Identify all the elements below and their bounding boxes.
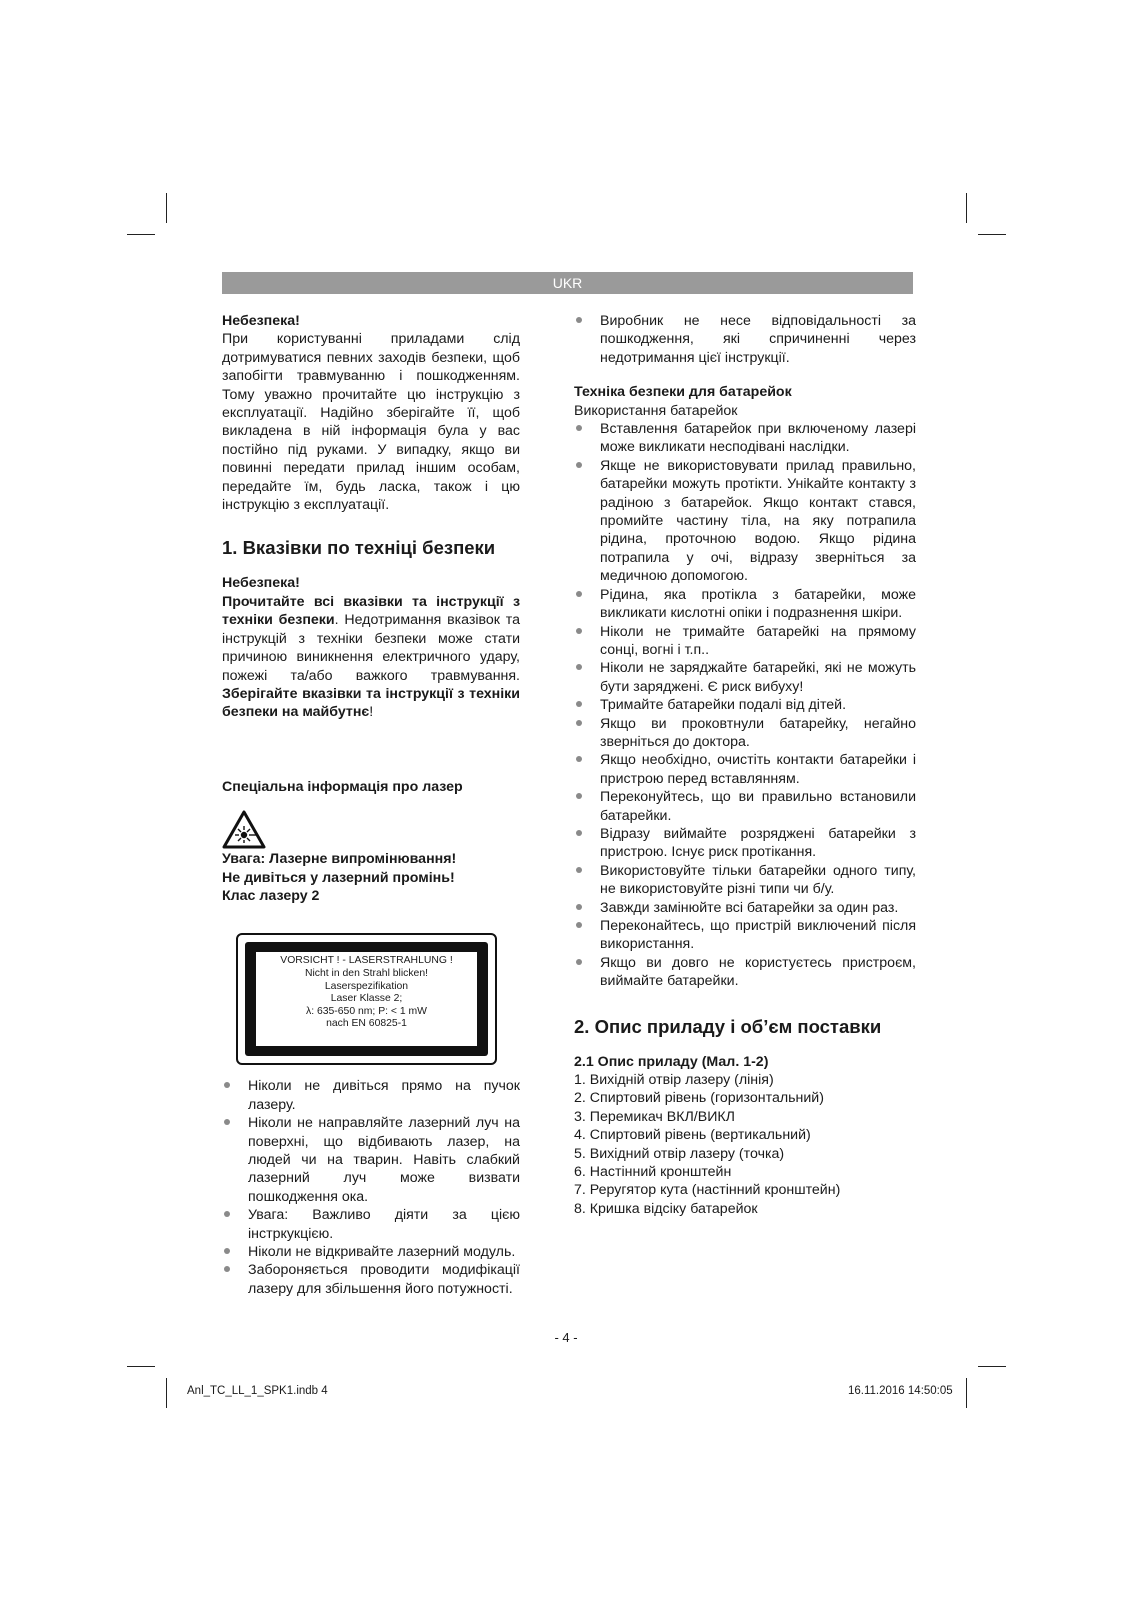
list-item: Увага: Важливо діяти за цією інстркукцією.: [222, 1206, 520, 1243]
battery-bullet-list: [574, 420, 916, 991]
right-column: [574, 312, 916, 1218]
list-item: Переконуйтесь, що ви правильно встановили батарейки.: [574, 788, 916, 825]
manufacturer-bullet: [574, 312, 916, 367]
crop-mark: [166, 1378, 167, 1408]
label-line: Laserspezifikation: [324, 980, 409, 992]
list-item: Ніколи не направляйте лазерний луч на поверхні, що відбивають лазер, на людей чи на тварин. Навіть слабкий лазерний луч може визвати пошкодження ока.: [222, 1114, 520, 1206]
laser-bullet-list: [222, 1077, 520, 1298]
warning-text: . Недотримання вказівок та інструкцій з техніки безпеки може стати причиною виникнення електричного удару, пожежі та/або важкого травмування.: [222, 612, 521, 684]
section-1-title: 1. Вказівки по техніці безпеки: [222, 537, 496, 559]
list-item: Якщо необхідно, очистіть контакти батарейки і пристрою перед вставлянням.: [574, 751, 916, 788]
crop-mark: [966, 193, 967, 223]
list-item: Ніколи не заряджайте батарейкі, які не можуть бути заряджені. Є риск вибуху!: [574, 659, 916, 696]
list-item: 2. Спиртовий рівень (горизонтальний): [574, 1090, 824, 1107]
warning-bold-2: Зберігайте вказівки та інструкції з техніки безпеки на майбутнє: [222, 685, 520, 721]
list-item: Переконайтесь, що пристрій виключений після використання.: [574, 917, 916, 954]
page-number: - 4 -: [554, 1330, 578, 1345]
list-item: Якще не використовувати прилад правильно, батарейки можуть протікти. Унikaйте контакту з радіною з батарейок. Якщо контакт стався, промийте частину тіла, на яку потрапила рідина, проточною водою. Якщо рідина потрапила у очі, відразу зверніться за медичною допомогою.: [574, 457, 916, 586]
list-item: 6. Настінний кронштейн: [574, 1164, 732, 1181]
laser-class: Клас лазеру 2: [222, 887, 320, 904]
label-line: λ: 635-650 nm; P: < 1 mW: [306, 1005, 427, 1017]
laser-label-text: [256, 952, 477, 1046]
crop-mark: [127, 234, 155, 235]
list-item: Ніколи не відкривайте лазерний модуль.: [222, 1243, 520, 1261]
warning-bold-1: Прочитайте всі вказівки та інструкції з техніки безпеки: [222, 593, 520, 629]
intro-paragraph: При користуванні приладами слід дотримуватися певних заходів безпеки, щоб запобігти травмуванню і пошкодженням. Тому уважно прочитайте цю інструкцію з експлуатації. Надійно зберігайте її, щоб викладена в ній інформація була у вас постійно під руками. У випадку, якщо ви повинні передати прилад іншим особам, передайте їм, будь ласка, також і цю інструкцію з експлуатації.: [222, 331, 520, 514]
laser-warning-icon: [222, 810, 266, 850]
label-line: nach EN 60825-1: [326, 1018, 407, 1030]
list-item: Використовуйте тільки батарейки одного типу, не використовуйте різні типи чи б/у.: [574, 862, 916, 899]
list-item: 1. Вихідній отвір лазеру (лінія): [574, 1072, 774, 1089]
crop-mark: [978, 234, 1006, 235]
list-item: 5. Вихідний отвір лазеру (точка): [574, 1145, 785, 1162]
laser-info-title: Спеціальна інформація про лазер: [222, 778, 463, 795]
list-item: Якщо ви довго не користуєтесь пристроєм, виймайте батарейки.: [574, 954, 916, 991]
language-header: UKR: [222, 272, 913, 294]
list-item: Виробник не несе відповідальності за пошкодження, які спричиненні через недотримання цієї інструкції.: [574, 312, 916, 367]
list-item: Забороняється проводити модифікації лазеру для збільшення його потужності.: [222, 1261, 520, 1298]
list-item: Рідина, яка протікла з батарейки, може викликати кислотні опіки і подразнення шкіри.: [574, 586, 916, 623]
label-line: Laser Klasse 2;: [330, 993, 403, 1005]
crop-mark: [966, 1378, 967, 1408]
left-column: [222, 312, 520, 1298]
device-parts-list: [574, 1071, 916, 1218]
crop-mark: [166, 193, 167, 223]
list-item: Завжди замінюйте всі батарейки за один раз.: [574, 899, 916, 917]
battery-usage-subtitle: Використання батарейок: [574, 402, 738, 419]
list-item: Відразу виймайте розряджені батарейки з пристрою. Існує риск протікання.: [574, 825, 916, 862]
list-item: Вставлення батарейок при включеному лазері може викликати несподівані наслідки.: [574, 420, 916, 457]
list-item: 3. Перемикач ВКЛ/ВИКЛ: [574, 1108, 735, 1125]
danger-title-2: Небезпека!: [222, 575, 300, 592]
danger-title: Небезпека!: [222, 313, 300, 329]
safety-warning-paragraph: [222, 593, 520, 722]
print-timestamp: 16.11.2016 14:50:05: [848, 1385, 953, 1397]
laser-warning-line-2: Не дивіться у лазерний промінь!: [222, 869, 455, 886]
laser-warning-line-1: Увага: Лазерне випромінювання!: [222, 851, 457, 868]
list-item: Ніколи не тримайте батарейкі на прямому сонці, вогні і т.п..: [574, 623, 916, 660]
laser-label: [236, 933, 497, 1065]
list-item: 8. Кришка відсіку батарейок: [574, 1200, 758, 1217]
warning-end: !: [369, 704, 374, 721]
list-item: Тримайте батарейки подалі від дітей.: [574, 696, 916, 714]
file-name: Anl_TC_LL_1_SPK1.indb 4: [187, 1385, 328, 1397]
list-item: Ніколи не дивіться прямо на пучок лазеру.: [222, 1077, 520, 1114]
section-2-title: 2. Опис приладу і об’єм поставки: [574, 1015, 882, 1037]
crop-mark: [978, 1366, 1006, 1367]
list-item: 4. Спиртовий рівень (вертикальний): [574, 1127, 811, 1144]
crop-mark: [127, 1366, 155, 1367]
subsection-2-1-title: 2.1 Опис приладу (Мал. 1-2): [574, 1053, 769, 1070]
label-line: VORSICHT ! - LASERSTRAHLUNG !: [280, 955, 453, 967]
list-item: 7. Реругятор кута (настінний кронштейн): [574, 1182, 841, 1199]
list-item: Якщо ви проковтнули батарейку, негайно зверніться до доктора.: [574, 715, 916, 752]
battery-safety-title: Техніка безпеки для батарейок: [574, 384, 792, 401]
label-line: Nicht in den Strahl blicken!: [304, 967, 429, 979]
